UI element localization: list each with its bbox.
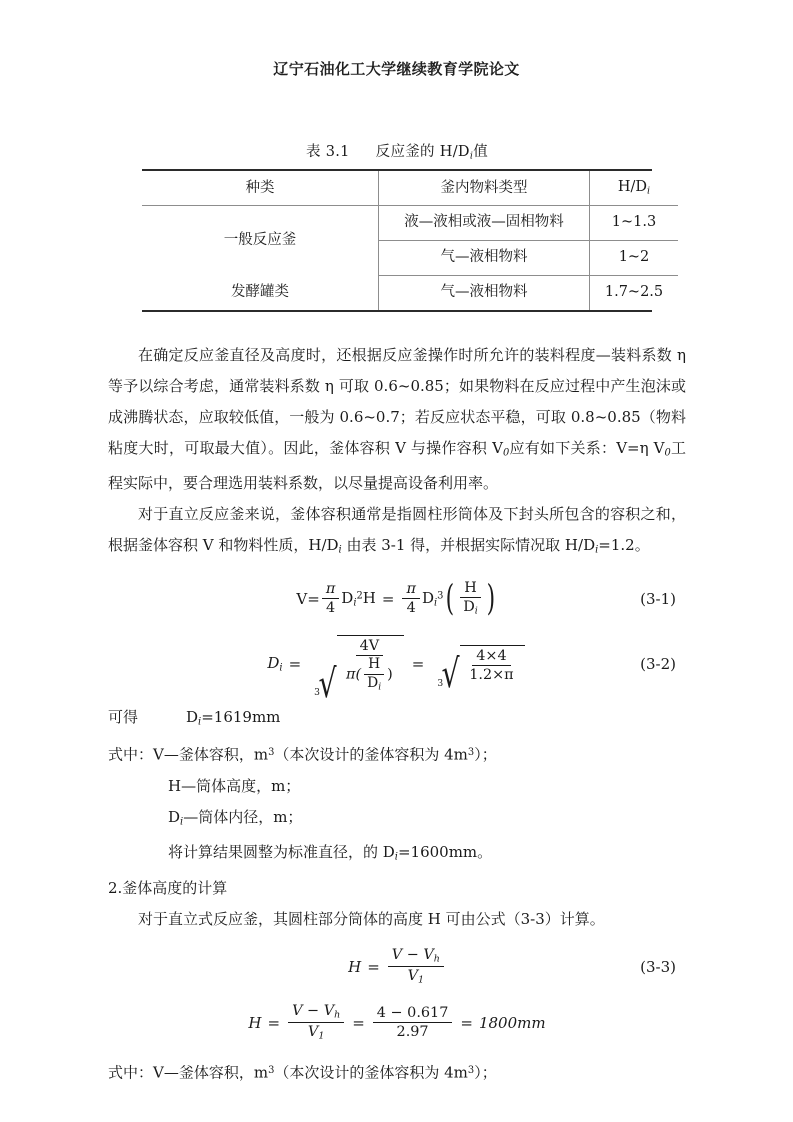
eq1-d-cubed <box>422 589 444 609</box>
eq2-frac-1 <box>342 638 397 692</box>
paragraph-loading-coefficient <box>108 340 686 500</box>
definition-volume-sup: 3 <box>268 747 275 759</box>
definition-volume-2-sup2: 3 <box>467 1064 475 1076</box>
table-cell-material: 液—液相或液—固相物料 <box>379 206 590 241</box>
eq3-den-sub: 1 <box>418 974 425 986</box>
definition-d-sub: i <box>180 816 184 828</box>
eq4-fraction-1 <box>288 1003 344 1042</box>
eq2-frac1-den <box>342 656 397 692</box>
definition-volume-end: ）； <box>474 745 497 764</box>
table-cell-ratio: 1.7~2.5 <box>604 283 664 300</box>
eq2-equals-1: = <box>288 654 302 673</box>
eq2-radicand-2 <box>460 645 524 683</box>
result-symbol: D <box>186 707 199 726</box>
eq3-den <box>404 967 428 986</box>
eq1-h: H <box>362 588 376 607</box>
paragraph-1-sub-0b: 0 <box>664 447 671 459</box>
table-caption-text-end: 值 <box>473 144 488 160</box>
definition-d-symbol: D <box>168 807 181 826</box>
eq1-pi-b: π <box>402 581 419 599</box>
definition-volume-2-end: ）； <box>474 1063 497 1082</box>
eq4-fraction-2 <box>373 1005 453 1040</box>
table-cell-material: 气—液相物料 <box>379 275 590 309</box>
definition-volume-lead: 式中：V—釜体容积，m <box>108 745 269 764</box>
equation-3-2-row <box>108 634 686 707</box>
table-row <box>142 206 678 241</box>
rounding-note <box>108 837 686 873</box>
result-label: 可得 <box>108 707 139 726</box>
eq2-cube-root-2 <box>432 645 524 698</box>
paragraph-2-sub-i: i <box>338 544 342 556</box>
eq4-den-2: 2.97 <box>396 1024 429 1041</box>
eq2-radical-sign-1 <box>309 635 341 707</box>
eq1-d-term <box>341 589 376 609</box>
paragraph-1-part-a: 在确定反应釜直径及高度时，还根据反应釜操作时所允许的装料程度—装料系数 η 等予以综合考虑，通常装料系数 η 可取 0.6~0.85；如果物料在反应过程中产生泡沫或成沸腾状态，应取较低值，一般为 0.6~0.7；若反应状态平稳，可取 0.8~0.85（物料粘度大时，可取最大值）。因此，釜体容积 V 与操作容积 V <box>108 345 686 457</box>
eq4-equals-2: = <box>352 1013 365 1032</box>
eq2-cube-root-1 <box>309 635 404 707</box>
eq2-inner-num: H <box>364 657 384 674</box>
eq4-equals-1: = <box>267 1013 281 1032</box>
table-cell-ratio: 1~2 <box>590 241 679 276</box>
table-header-row <box>142 171 678 205</box>
eq2-frac2-den: 1.2×π <box>469 666 514 683</box>
eq2-radical-sign-2 <box>432 645 464 698</box>
eq4-den1-text: V <box>307 1024 319 1041</box>
eq3-num-sub: h <box>433 953 440 965</box>
table-cell-kind-fermenter: 发酵罐类 <box>142 275 379 309</box>
eq1-d-pow3: 3 <box>437 590 444 602</box>
table-row <box>142 275 678 309</box>
result-value: =1619mm <box>201 707 281 726</box>
eq4-h: H <box>248 1013 262 1032</box>
equation-3-1-row <box>108 576 686 622</box>
equation-3-2 <box>267 635 526 707</box>
eq1-equals: = <box>381 589 395 608</box>
eq4-num-2: 4 − 0.617 <box>373 1005 453 1023</box>
eq2-lhs-sym: D <box>267 653 280 672</box>
eq1-frac-den-sub: i <box>474 605 478 617</box>
paragraph-1-sub-0: 0 <box>502 447 510 459</box>
eq3-equals: = <box>367 957 380 976</box>
table-caption <box>108 140 686 161</box>
eq4-num-1 <box>288 1003 344 1023</box>
table-cell-kind-general: 一般反应釜 <box>142 206 379 276</box>
section-2-body: 对于直立式反应釜，其圆柱部分筒体的高度 H 可由公式（3-3）计算。 <box>138 909 605 928</box>
eq2-inner-den <box>363 675 385 693</box>
eq1-d-sym-b: D <box>421 588 434 607</box>
definition-volume-2-sup: 3 <box>268 1064 275 1076</box>
eq1-d-sub-b: i <box>433 597 438 609</box>
table-header-material: 釜内物料类型 <box>379 171 590 205</box>
eq1-frac-num: H <box>460 580 481 598</box>
rounding-note-a: 将计算结果圆整为标准直径，的 D <box>168 843 395 862</box>
eq1-pi: π <box>322 581 339 599</box>
document-header: 辽宁石油化工大学继续教育学院论文 <box>273 60 520 78</box>
eq2-radical-glyph-2: √ <box>441 651 460 698</box>
equation-3-3-row <box>108 941 686 993</box>
table-header-ratio-text: H/D <box>617 179 648 196</box>
definition-height: H—筒体高度，m； <box>168 776 301 795</box>
equation-3-3-evaluated-row <box>108 997 686 1049</box>
result-symbol-sub: i <box>198 716 202 728</box>
eq1-d-sub: i <box>353 597 357 609</box>
eq3-num <box>388 947 444 967</box>
eq1-pi-over-4-b <box>402 581 419 616</box>
eq2-lhs-sub: i <box>279 662 283 674</box>
document-body <box>108 140 686 1088</box>
paragraph-1-part-c: 工程实际中，要合理选用装料系数，以尽量提高设备利用率。 <box>108 438 686 493</box>
eq2-frac-2 <box>465 648 517 683</box>
table-header-ratio <box>590 171 679 205</box>
paragraph-vessel-volume <box>108 499 686 566</box>
eq2-equals-2: = <box>411 654 425 673</box>
paragraph-2-part-c: =1.2。 <box>598 536 650 555</box>
rounding-note-sub: i <box>394 851 398 863</box>
definition-volume-2-lead: 式中：V—釜体容积，m <box>108 1063 269 1082</box>
section-2-heading: 2.釜体高度的计算 <box>108 878 228 897</box>
equation-3-2-number: (3-2) <box>640 654 676 673</box>
eq3-h: H <box>348 957 362 976</box>
eq2-inner-frac <box>363 657 385 692</box>
paragraph-1-part-b: 应有如下关系：V=η V <box>509 438 665 457</box>
equation-3-3-evaluated <box>248 1003 545 1042</box>
eq1-frac-den-sym: D <box>463 599 475 616</box>
eq1-pi-over-4 <box>322 581 339 616</box>
eq2-radical-index-1: 3 <box>314 688 320 699</box>
definition-volume-rest: （本次设计的釜体容积为 4m <box>274 745 468 764</box>
eq2-radicand-1 <box>337 635 404 692</box>
table-caption-subscript: i <box>469 150 474 162</box>
definition-d-rest: —筒体内径，m； <box>183 807 303 826</box>
rounding-note-b: =1600mm。 <box>397 843 493 862</box>
eq1-four: 4 <box>325 600 336 617</box>
hd-ratio-table <box>142 171 678 309</box>
eq4-den-1 <box>304 1023 328 1042</box>
eq2-frac1-den-pi: π( <box>346 666 362 683</box>
definition-volume-2-rest: （本次设计的釜体容积为 4m <box>274 1063 468 1082</box>
eq2-inner-den-sym: D <box>367 674 379 691</box>
eq2-inner-den-sub: i <box>378 682 382 693</box>
paragraph-2-part-a: 对于直立反应釜来说，釜体容积通常是指圆柱形筒体及下封头所包含的容积之和，根据釜体容积 V 和物料性质，H/D <box>108 505 686 555</box>
eq4-equals-3: = <box>460 1013 473 1032</box>
eq1-four-b: 4 <box>406 600 416 617</box>
equation-3-3 <box>348 947 446 986</box>
eq1-lhs: V= <box>296 589 320 608</box>
result-diameter-line <box>108 702 686 738</box>
eq3-fraction <box>388 947 444 986</box>
eq2-frac1-den-close: ) <box>387 666 393 683</box>
equation-3-1 <box>296 577 497 619</box>
table-caption-text: 反应釜的 H/D <box>375 144 470 160</box>
eq2-lhs <box>267 654 282 674</box>
eq4-den1-sub: 1 <box>318 1030 325 1042</box>
eq1-h-over-d <box>459 580 482 617</box>
table-header-kind: 种类 <box>142 171 379 205</box>
eq4-result: 1800mm <box>478 1013 546 1032</box>
eq3-num-text: V − V <box>391 947 434 964</box>
definition-volume-2 <box>108 1055 686 1089</box>
equation-3-3-number: (3-3) <box>640 957 676 976</box>
eq2-radical-index-2: 3 <box>437 678 444 689</box>
eq1-frac-den <box>459 598 482 617</box>
eq1-d-pow: 2 <box>356 590 363 602</box>
table-cell-ratio: 1~1.3 <box>590 206 679 241</box>
table-caption-label: 表 3.1 <box>305 144 350 160</box>
eq4-num1-text: V − V <box>292 1003 335 1020</box>
eq2-radical-glyph-1: √ <box>318 660 337 707</box>
eq1-paren-close: ) <box>486 577 495 619</box>
eq1-d-sym: D <box>341 588 354 607</box>
eq2-frac2-num: 4×4 <box>472 648 510 666</box>
eq3-den-text: V <box>407 968 418 985</box>
definition-inner-diameter <box>108 802 686 838</box>
equation-3-1-number: (3-1) <box>640 589 676 608</box>
paragraph-2-sub-i-b: i <box>595 544 599 556</box>
eq4-num1-sub: h <box>334 1009 341 1021</box>
paragraph-2-part-b: 由表 3-1 得，并根据实际情况取 H/D <box>341 536 596 555</box>
table-cell-material: 气—液相物料 <box>379 241 590 276</box>
hd-ratio-table-wrapper <box>142 169 664 311</box>
definition-volume-sup2: 3 <box>467 747 475 759</box>
eq2-frac1-num: 4V <box>356 638 384 656</box>
eq1-paren-open: ( <box>446 577 455 619</box>
table-header-ratio-subscript: i <box>647 185 651 197</box>
definition-volume <box>108 737 686 771</box>
